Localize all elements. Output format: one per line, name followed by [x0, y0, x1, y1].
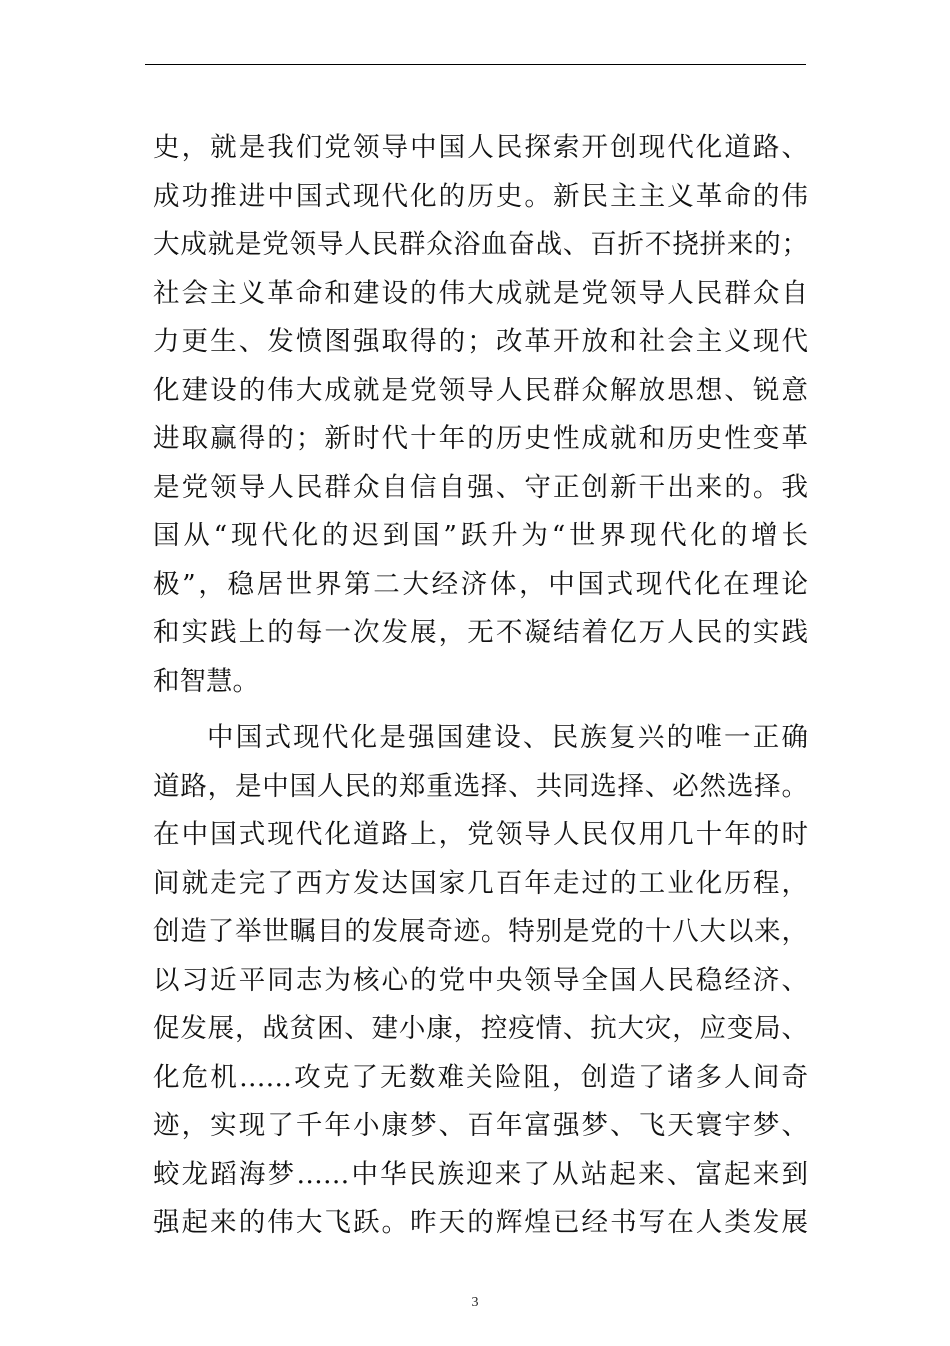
page-number: 3	[471, 1295, 479, 1310]
text-line: 在中国式现代化道路上，党领导人民仅用几十年的时	[153, 819, 808, 850]
header-rule	[145, 64, 806, 65]
text-line: 化危机……攻克了无数难关险阻，创造了诸多人间奇	[153, 1061, 808, 1093]
text-line: 极”，稳居世界第二大经济体，中国式现代化在理论	[153, 568, 808, 600]
text-line: 道路，是中国人民的郑重选择、共同选择、必然选择。	[153, 770, 808, 802]
text-line: 力更生、发愤图强取得的；改革开放和社会主义现代	[153, 326, 808, 357]
text-line: 促发展，战贫困、建小康，控疫情、抗大灾，应变局、	[153, 1013, 808, 1044]
document-body	[153, 124, 808, 1248]
text-line: 以习近平同志为核心的党中央领导全国人民稳经济、	[153, 964, 808, 996]
paragraph-gap	[153, 706, 808, 714]
text-line: 进取赢得的；新时代十年的历史性成就和历史性变革	[153, 423, 808, 454]
text-line: 迹，实现了千年小康梦、百年富强梦、飞天寰宇梦、	[153, 1110, 808, 1141]
text-line: 间就走完了西方发达国家几百年走过的工业化历程，	[153, 867, 808, 899]
text-line: 史，就是我们党领导中国人民探索开创现代化道路、	[153, 132, 808, 163]
text-line: 国从“现代化的迟到国”跃升为“世界现代化的增长	[153, 520, 808, 551]
text-line: 和实践上的每一次发展，无不凝结着亿万人民的实践	[153, 617, 808, 648]
text-line: 化建设的伟大成就是党领导人民群众解放思想、锐意	[153, 374, 808, 406]
text-line: 成功推进中国式现代化的历史。新民主主义革命的伟	[153, 180, 808, 212]
text-line: 是党领导人民群众自信自强、守正创新干出来的。我	[153, 471, 808, 503]
text-line: 和智慧。	[153, 665, 259, 697]
paragraph-2	[153, 714, 808, 1248]
text-line: 强起来的伟大飞跃。昨天的辉煌已经书写在人类发展	[153, 1207, 808, 1238]
text-line: 大成就是党领导人民群众浴血奋战、百折不挠拼来的；	[153, 229, 808, 260]
text-line: 中国式现代化是强国建设、民族复兴的唯一正确	[207, 722, 808, 753]
paragraph-1	[153, 124, 808, 706]
text-line: 创造了举世瞩目的发展奇迹。特别是党的十八大以来，	[153, 916, 808, 947]
text-line: 蛟龙蹈海梦……中华民族迎来了从站起来、富起来到	[153, 1158, 808, 1190]
text-line: 社会主义革命和建设的伟大成就是党领导人民群众自	[153, 277, 808, 309]
